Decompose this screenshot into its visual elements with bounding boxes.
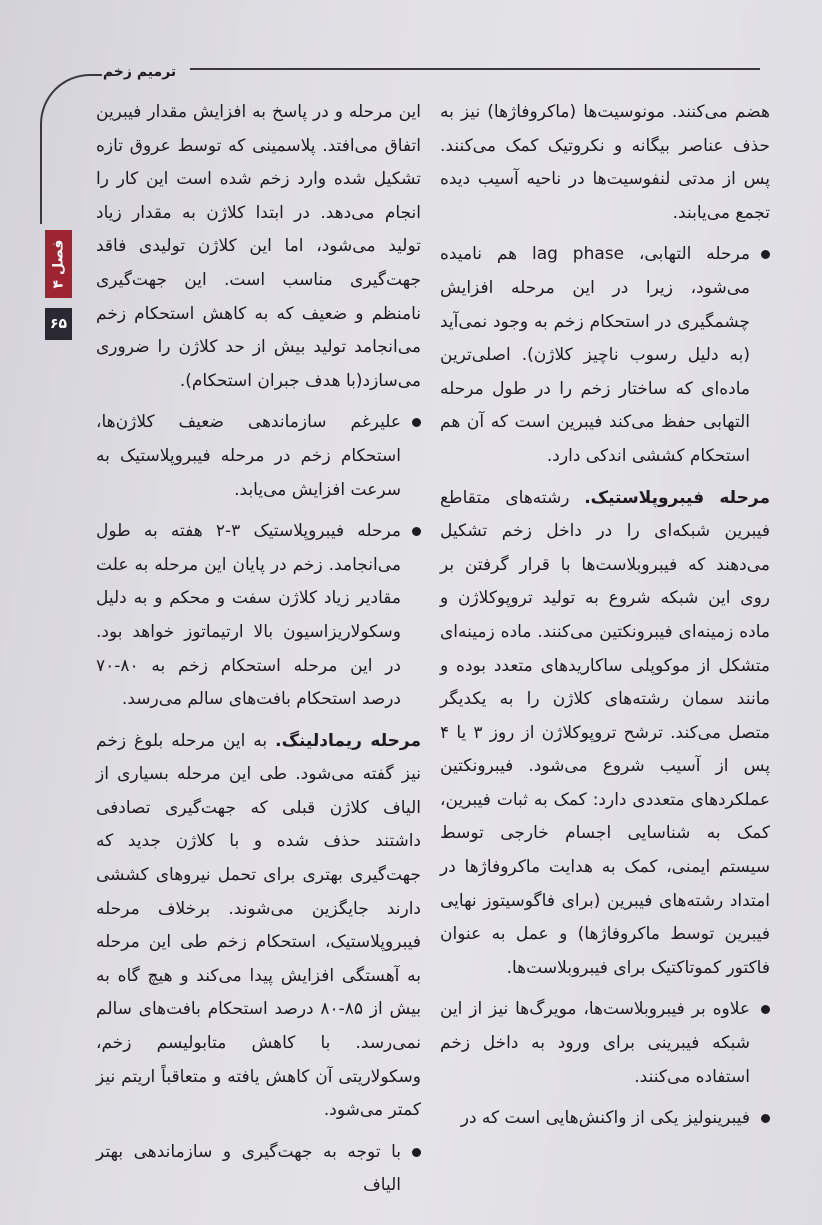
- bullet-dot-icon: [412, 418, 421, 427]
- bullet-item: [440, 1102, 770, 1136]
- bullet-text: مرحله فیبروپلاستیک ۳-۲ هفته به طول می‌انجامد. زخم در پایان این مرحله به علت مقادیر زیاد کلاژن سفت و محکم و به دلیل وسکولاریزاسیون بالا ارتیماتوز خواهد بود. در این مرحله استحکام زخم به ۸۰-۷۰ درصد استحکام بافت‌های سالم می‌رسد.: [96, 521, 401, 710]
- page-number: ۶۵: [45, 308, 72, 340]
- bullet-item: [440, 238, 770, 473]
- chapter-label: فصل ۴: [50, 239, 67, 289]
- section-lead: مرحله فیبروپلاستیک.: [584, 487, 770, 508]
- paragraph-text: به این مرحله بلوغ زخم نیز گفته می‌شود. طی این مرحله بسیاری از الیاف کلاژن قبلی که جهت‌گیری تصادفی داشتند حذف شده و با کلاژن جدید که جهت‌گیری بهتری برای تحمل نیروهای کششی دارند جایگزین می‌شوند. برخلاف مرحله فیبروپلاستیک، استحکام زخم طی این مرحله به آهستگی افزایش پیدا می‌کند و هیچ گاه به بیش از ۸۵-۸۰ درصد استحکام بافت‌های سالم نمی‌رسد. با کاهش متابولیسم زخم، وسکولاریتی آن کاهش یافته و متعاقباً اریتم نیز کمتر می‌شود.: [96, 730, 421, 1121]
- paragraph: این مرحله و در پاسخ به افزایش مقدار فیبرین اتفاق می‌افتد. پلاسمینی که توسط عروق تازه تشکیل شده وارد زخم شده است این کار را انجام می‌دهد. در ابتدا کلاژن به مقدار زیاد تولید می‌شود، اما این کلاژن تولیدی فاقد جهت‌گیری مناسب است. این جهت‌گیری نامنظم و ضعیف که به کاهش استحکام زخم می‌انجامد تولید بیش از حد کلاژن را ضروری می‌سازد(با هدف جبران استحکام).: [96, 102, 421, 391]
- bullet-item: [96, 406, 421, 507]
- paragraph: [440, 482, 770, 986]
- bullet-dot-icon: [761, 250, 770, 259]
- bullet-text: علیرغم سازماندهی ضعیف کلاژن‌ها، استحکام زخم در مرحله فیبروپلاستیک به سرعت افزایش می‌یابد.: [96, 412, 401, 500]
- left-column: [96, 96, 421, 1211]
- bullet-text: فیبرینولیز یکی از واکنش‌هایی است که در: [460, 1108, 750, 1129]
- bullet-item: [96, 1136, 421, 1203]
- bullet-text: علاوه بر فیبروبلاست‌ها، مویرگ‌ها نیز از این شبکه فیبرینی برای ورود به داخل زخم استفاده می‌کنند.: [440, 999, 750, 1087]
- margin-frame-line: [40, 134, 42, 224]
- running-header-title: ترمیم زخم: [102, 64, 177, 80]
- right-column: [440, 96, 770, 1144]
- header-rule: [190, 68, 760, 70]
- bullet-dot-icon: [412, 527, 421, 536]
- bullet-text: با توجه به جهت‌گیری و سازماندهی بهتر الیاف: [96, 1141, 401, 1196]
- bullet-dot-icon: [761, 1005, 770, 1014]
- bullet-text: مرحله التهابی، lag phase هم نامیده می‌شود، زیرا در این مرحله افزایش چشمگیری در استحکام زخم به وجود نمی‌آید (به دلیل رسوب ناچیز کلاژن). اصلی‌ترین ماده‌ای که ساختار زخم را در طول مرحله التهابی حفظ می‌کند فیبرین است که آن هم استحکام کششی اندکی دارد.: [440, 244, 750, 466]
- bullet-dot-icon: [412, 1148, 421, 1157]
- bullet-dot-icon: [761, 1114, 770, 1123]
- paragraph: هضم می‌کنند. مونوسیت‌ها (ماکروفاژها) نیز به حذف عناصر بیگانه و نکروتیک کمک می‌کنند. پس از مدتی لنفوسیت‌ها در ناحیه آسیب دیده تجمع می‌یابند.: [440, 102, 770, 223]
- section-lead: مرحله ریمادلینگ.: [275, 730, 421, 751]
- paragraph: [96, 725, 421, 1128]
- bullet-item: [96, 515, 421, 717]
- chapter-tab: [45, 230, 72, 298]
- paragraph-text: رشته‌های متقاطع فیبرین شبکه‌ای را در داخل زخم تشکیل می‌دهند که فیبروبلاست‌ها با قرار گرفتن بر روی این شبکه شروع به تولید تروپوکلاژن و ماده زمینه‌ای فیبرونکتین می‌کنند. ماده زمینه‌ای متشکل از موکوپلی ساکاریدهای متعدد بوده و مانند سمان رشته‌های کلاژن را به یکدیگر متصل می‌کند. ترشح تروپوکلاژن از روز ۳ یا ۴ پس از آسیب شروع می‌شود. فیبرونکتین عملکردهای متعددی دارد: کمک به ثبات فیبرین، کمک به شناسایی اجسام خارجی توسط سیستم ایمنی، کمک به هدایت ماکروفاژها در امتداد رشته‌های فیبرین (برای فاگوسیتوز نهایی فیبرین توسط ماکروفاژها) و عمل به عنوان فاکتور کموتاکتیک برای فیبروبلاست‌ها.: [440, 487, 770, 978]
- margin-frame-curve: [40, 74, 102, 136]
- bullet-item: [440, 993, 770, 1094]
